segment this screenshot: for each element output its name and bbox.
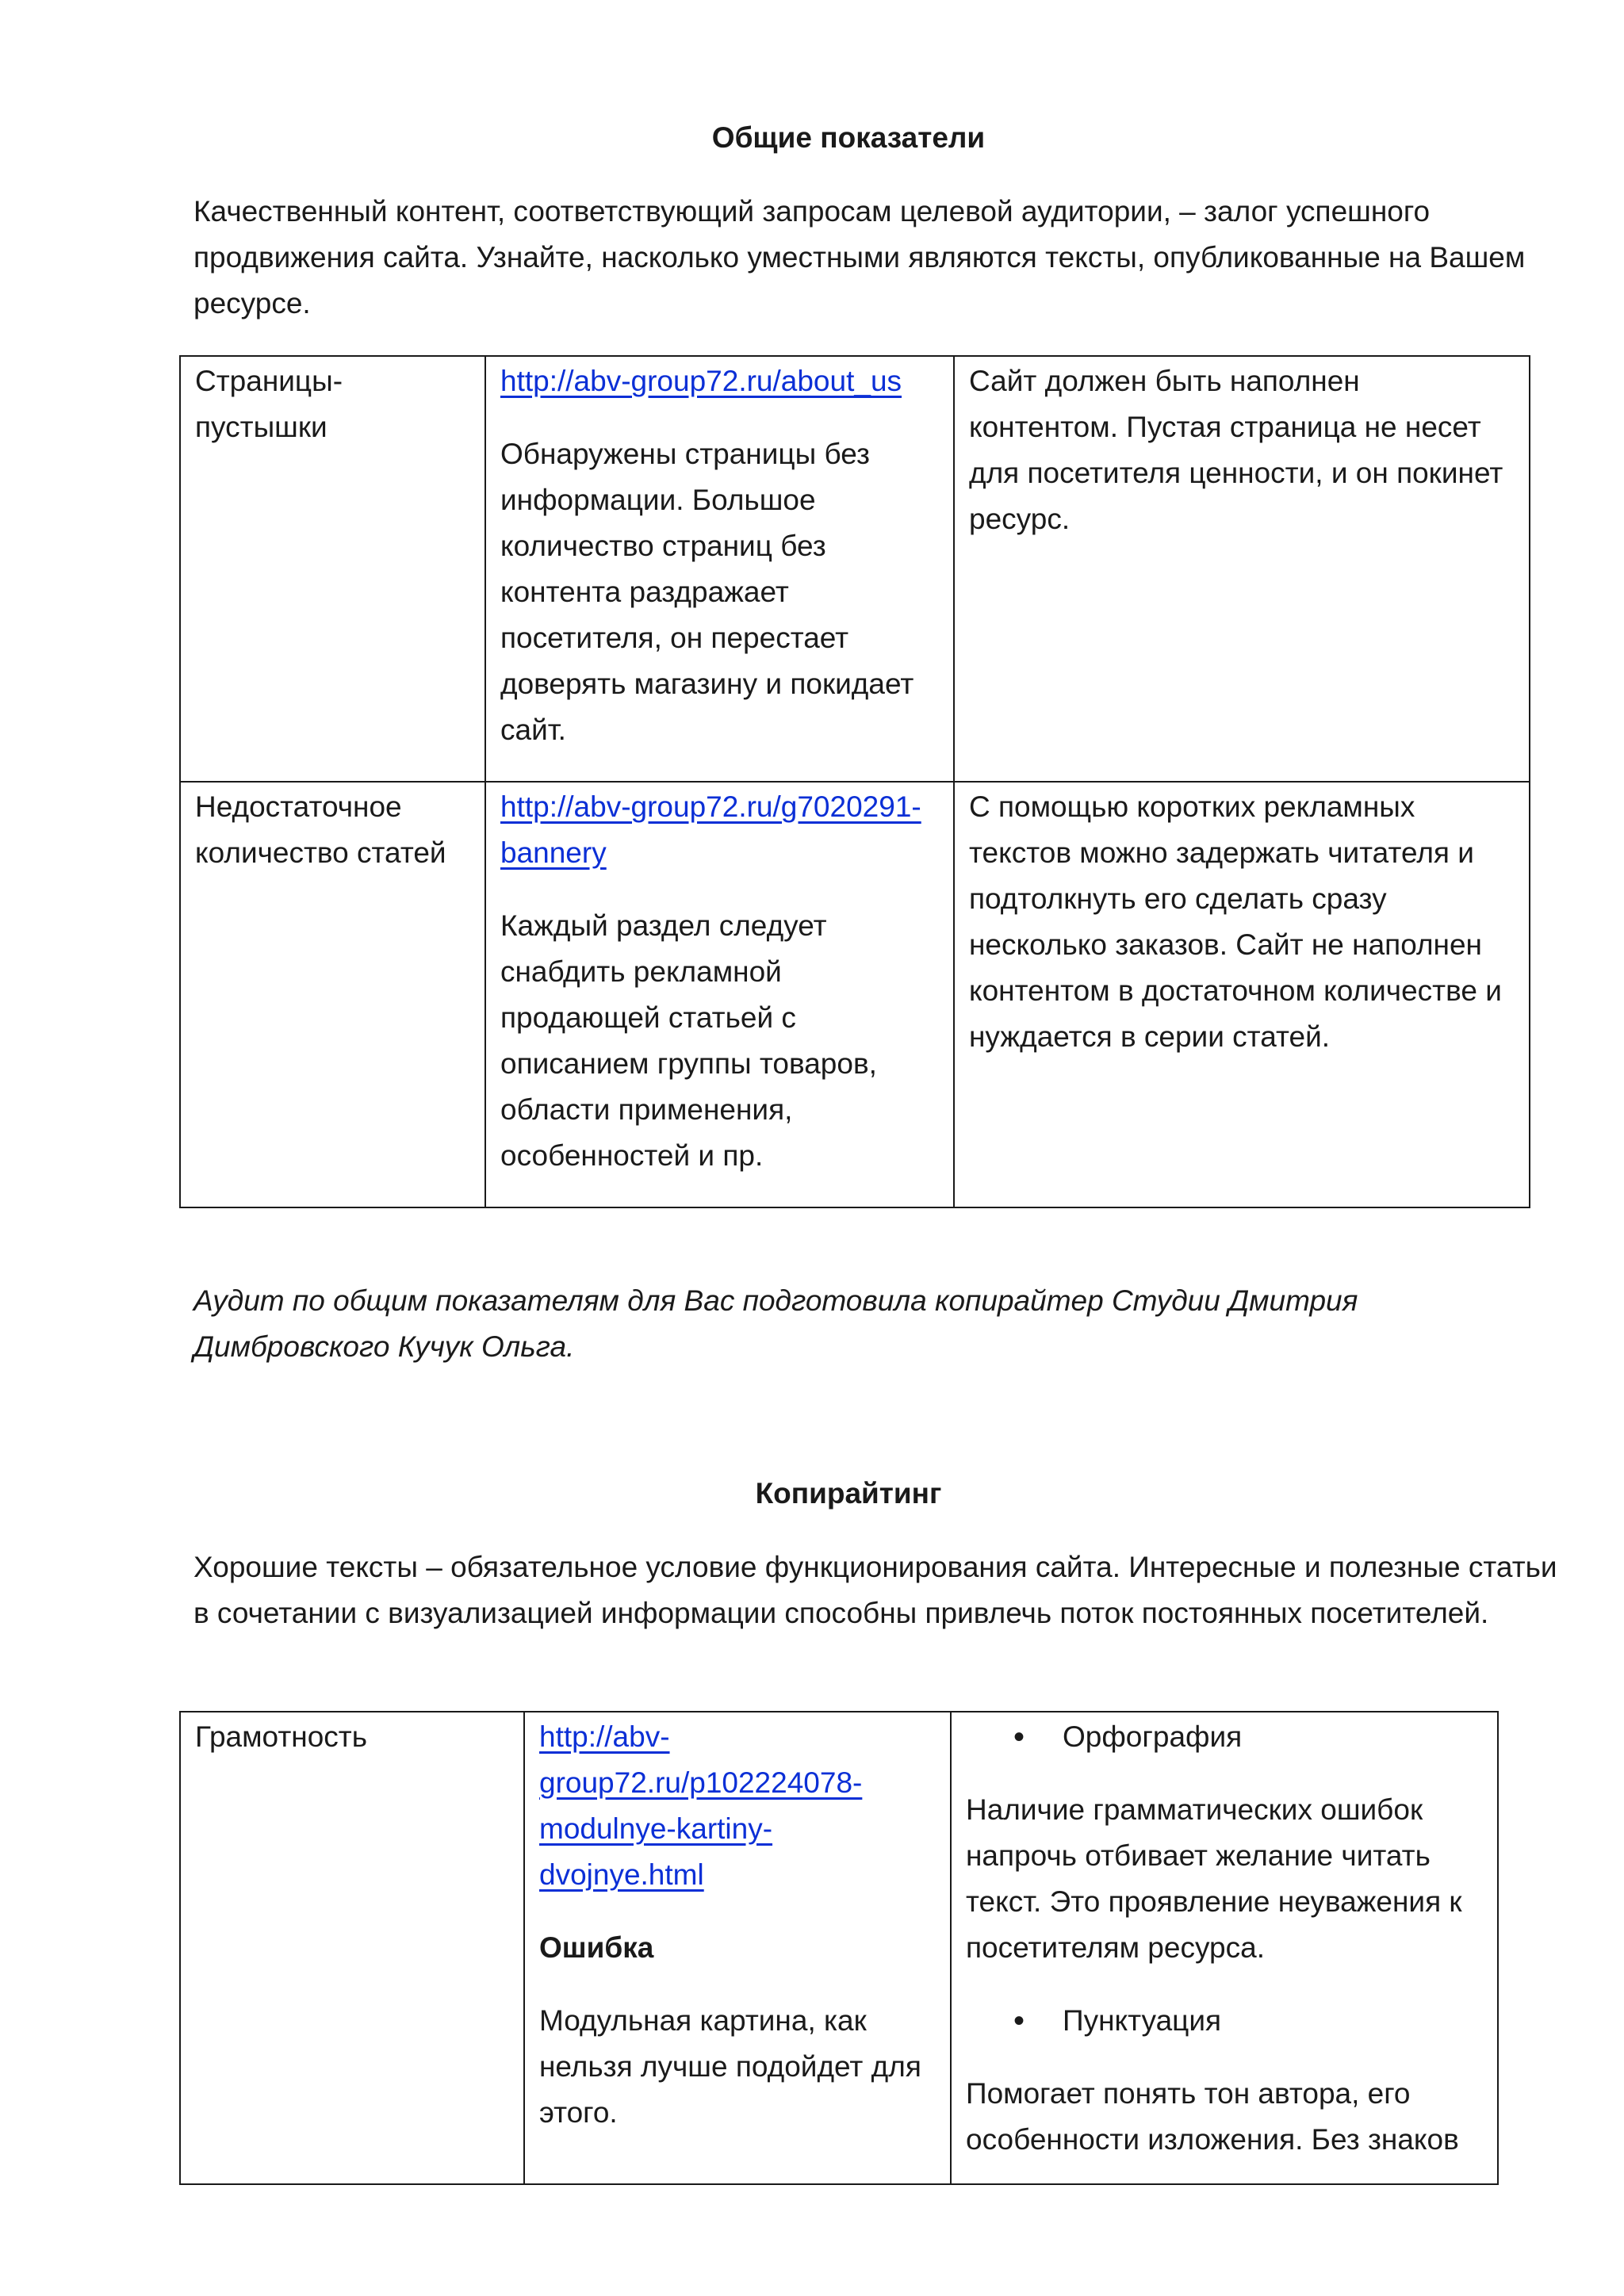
row-label: Грамотность — [180, 1712, 524, 2184]
row-detail-cell — [524, 1712, 951, 2184]
general-indicators-table — [179, 355, 1530, 1208]
copywriting-table — [179, 1711, 1499, 2185]
table-row — [180, 1712, 1498, 2184]
section-intro-copywriting: Хорошие тексты – обязательное условие функционирования сайта. Интересные и полезные статьи в сочетании с визуализацией информации способны привлечь поток постоянных посетителей. — [193, 1551, 1557, 1629]
row-label: Недостаточное количество статей — [180, 782, 485, 1207]
row-comment: Сайт должен быть наполнен контентом. Пустая страница не несет для посетителя ценности, и он покинет ресурс. — [954, 356, 1530, 782]
audit-signature: Аудит по общим показателям для Вас подготовила копирайтер Студии Дмитрия Димбровского Кучук Ольга. — [193, 1284, 1358, 1363]
row-detail-cell — [485, 782, 954, 1207]
error-text: Модульная картина, как нельзя лучше подойдет для этого. — [539, 2004, 921, 2129]
page-link[interactable]: http://abv-group72.ru/p102224078-modulnye-kartiny-dvojnye.html — [539, 1720, 863, 1891]
bullet-punctuation: • Пунктуация — [966, 1998, 1483, 2044]
row-comment-cell — [951, 1712, 1498, 2184]
table-row — [180, 782, 1530, 1207]
bullet-punctuation-text: Помогает понять тон автора, его особенности изложения. Без знаков — [966, 2077, 1459, 2156]
page-link[interactable]: http://abv-group72.ru/about_us — [500, 365, 902, 397]
bullet-orthography: • Орфография — [966, 1714, 1483, 1760]
section-intro-general: Качественный контент, соответствующий запросам целевой аудитории, – залог успешного продвижения сайта. Узнайте, насколько уместными являются тексты, опубликованные на Вашем ресурсе. — [193, 195, 1526, 320]
table-row — [180, 356, 1530, 782]
row-detail-cell — [485, 356, 954, 782]
row-detail: Каждый раздел следует снабдить рекламной продающей статьей с описанием группы товаров, области применения, особенностей и пр. — [500, 909, 877, 1172]
row-comment: С помощью коротких рекламных текстов можно задержать читателя и подтолкнуть его сделать сразу несколько заказов. Сайт не наполнен контентом в достаточном количестве и нуждается в серии статей. — [954, 782, 1530, 1207]
section-title-copywriting: Копирайтинг — [755, 1477, 942, 1510]
page-link[interactable]: http://abv-group72.ru/g7020291-bannery — [500, 790, 921, 869]
section-title-general: Общие показатели — [711, 121, 986, 154]
row-detail: Обнаружены страницы без информации. Большое количество страниц без контента раздражает посетителя, он перестает доверять магазину и покидает сайт. — [500, 438, 914, 746]
row-label: Страницы-пустышки — [180, 356, 485, 782]
error-title: Ошибка — [539, 1931, 654, 1964]
bullet-orthography-text: Наличие грамматических ошибок напрочь отбивает желание читать текст. Это проявление неуважения к посетителям ресурса. — [966, 1793, 1462, 1964]
